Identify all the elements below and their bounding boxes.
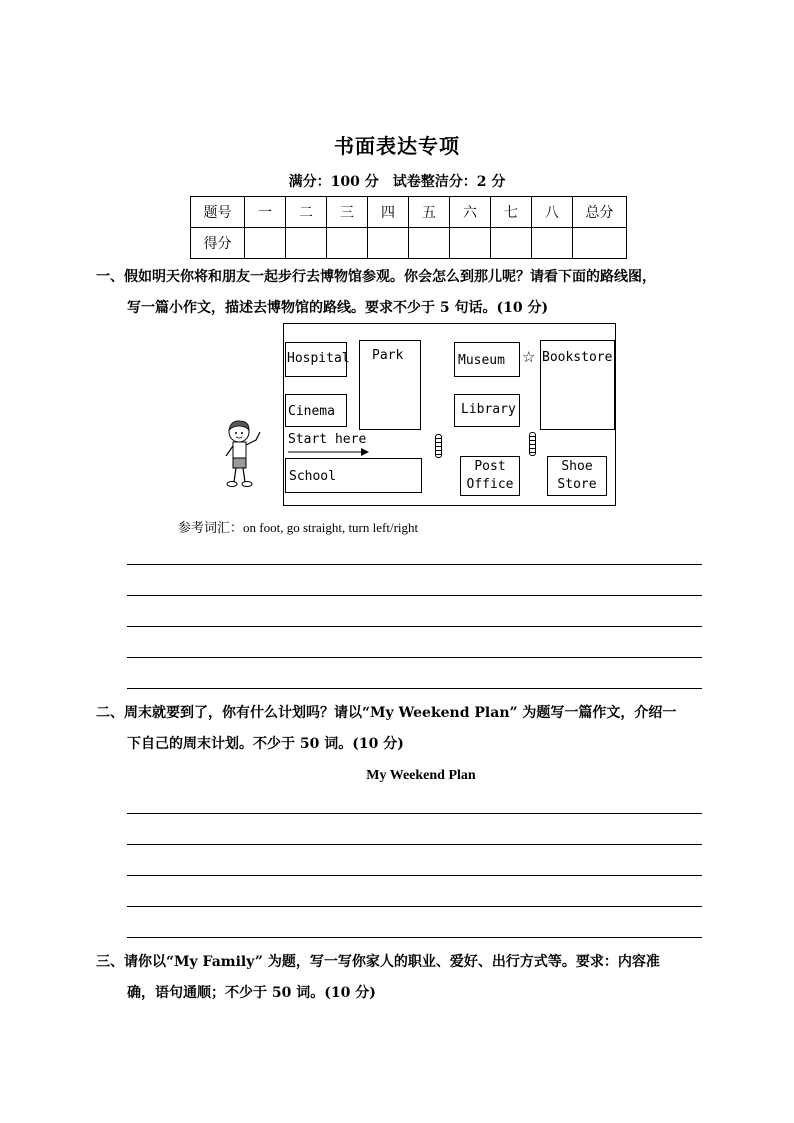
answer-line[interactable] <box>127 595 702 596</box>
map-hospital-label: Hospital <box>287 351 350 366</box>
map-shoe-store-label1: Shoe <box>561 459 593 474</box>
cell-q2: 二 <box>286 197 327 228</box>
answer-line[interactable] <box>127 906 702 907</box>
map-museum-label: Museum <box>458 353 505 368</box>
map-museum <box>454 342 520 377</box>
page-title: 书面表达专项 <box>334 134 460 158</box>
answer-line[interactable] <box>127 688 702 689</box>
score-cell[interactable] <box>409 228 450 259</box>
score-cell[interactable] <box>450 228 491 259</box>
score-cell[interactable] <box>368 228 409 259</box>
q2-prompt-line2: 下自己的周末计划。不少于 50 词。(10 分) <box>127 736 404 752</box>
map-hospital <box>285 342 350 377</box>
answer-line[interactable] <box>127 844 702 845</box>
map-park <box>359 340 421 430</box>
vocab-words: on foot, go straight, turn left/right <box>243 520 419 535</box>
q3-prompt-line1: 三、请你以“My Family” 为题，写一写你家人的职业、爱好、出行方式等。要求：内容准 <box>96 954 660 970</box>
q2-prompt-line1: 二、周末就要到了，你有什么计划吗？请以“My Weekend Plan” 为题写一篇作文，介绍一 <box>96 705 677 721</box>
traffic-light-icon <box>529 432 536 456</box>
answer-line[interactable] <box>127 626 702 627</box>
cell-q4: 四 <box>368 197 409 228</box>
map-post-office <box>460 456 520 496</box>
q2-essay-title: My Weekend Plan <box>366 768 476 783</box>
q1-prompt-line2: 写一篇小作文，描述去博物馆的路线。要求不少于 5 句话。(10 分) <box>127 300 549 316</box>
answer-line[interactable] <box>127 875 702 876</box>
route-map <box>283 323 616 506</box>
map-cinema <box>285 394 347 427</box>
score-info: 满分：100 分 试卷整洁分：2 分 <box>288 174 506 190</box>
vocab-label: 参考词汇： <box>178 521 244 536</box>
q3-prompt-line2: 确，语句通顺；不少于 50 词。(10 分) <box>127 985 376 1001</box>
cell-q3: 三 <box>327 197 368 228</box>
map-school-label: School <box>289 469 336 484</box>
score-cell[interactable] <box>573 228 627 259</box>
score-cell[interactable] <box>491 228 532 259</box>
cell-q7: 七 <box>491 197 532 228</box>
answer-line[interactable] <box>127 657 702 658</box>
cell-q5: 五 <box>409 197 450 228</box>
traffic-light-icon <box>435 434 442 458</box>
start-arrow-icon <box>287 445 371 459</box>
cell-q8: 八 <box>532 197 573 228</box>
map-post-office-label1: Post <box>474 459 506 474</box>
map-library-label: Library <box>461 402 516 417</box>
map-school <box>285 458 422 493</box>
answer-line[interactable] <box>127 564 702 565</box>
map-shoe-store-label2: Store <box>557 477 597 492</box>
boy-illustration <box>218 418 268 492</box>
score-cell[interactable] <box>286 228 327 259</box>
map-library <box>454 394 520 427</box>
cell-total: 总分 <box>573 197 627 228</box>
cell-q6: 六 <box>450 197 491 228</box>
score-table-score-row <box>191 228 627 259</box>
map-post-office-label2: Office <box>466 477 514 492</box>
score-table <box>190 196 627 259</box>
star-icon: ☆ <box>522 348 536 366</box>
map-bookstore <box>540 340 615 430</box>
cell-q1: 一 <box>245 197 286 228</box>
vocab-hint <box>178 517 418 536</box>
map-bookstore-label: Bookstore <box>542 350 613 365</box>
score-cell[interactable] <box>245 228 286 259</box>
map-park-label: Park <box>372 348 404 363</box>
cell-score-label: 得分 <box>191 228 245 259</box>
map-start-here: Start here <box>288 432 367 447</box>
score-cell[interactable] <box>327 228 368 259</box>
q1-prompt-line1: 一、假如明天你将和朋友一起步行去博物馆参观。你会怎么到那儿呢？请看下面的路线图， <box>96 269 656 285</box>
score-table-header-row <box>191 197 627 228</box>
cell-header-label: 题号 <box>191 197 245 228</box>
map-cinema-label: Cinema <box>288 404 335 419</box>
map-shoe-store <box>547 456 607 496</box>
answer-line[interactable] <box>127 813 702 814</box>
score-cell[interactable] <box>532 228 573 259</box>
answer-line[interactable] <box>127 937 702 938</box>
